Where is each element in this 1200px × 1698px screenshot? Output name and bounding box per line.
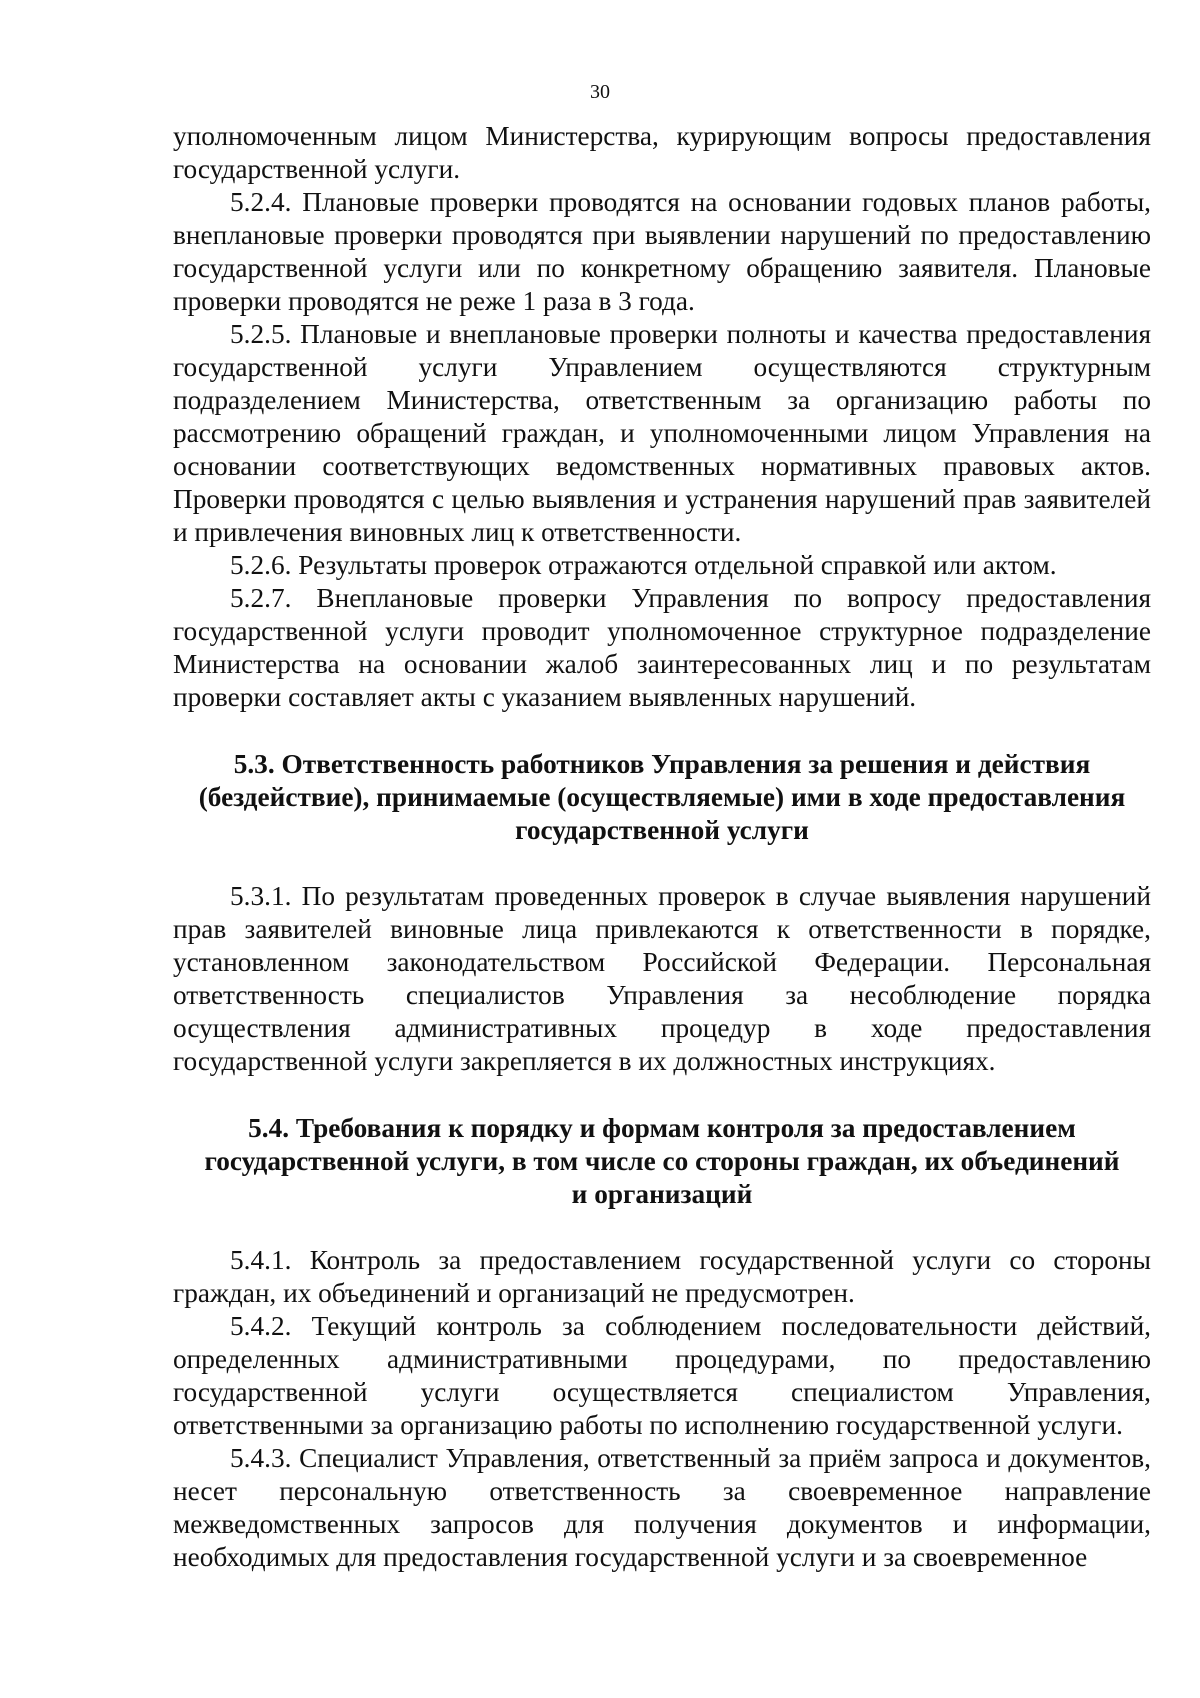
paragraph-5-2-4: 5.2.4. Плановые проверки проводятся на основании годовых планов работы, внеплановые проверки проводятся при выявлении нарушений по предоставлению государственной услуги или по конкретному обращению заявителя. Плановые проверки проводятся не реже 1 раза в 3 года. [173, 187, 1151, 316]
paragraph-5-2-6: 5.2.6. Результаты проверок отражаются отдельной справкой или актом. [230, 550, 1057, 580]
heading-line: 5.3. Ответственность работников Управления за решения и действия [233, 749, 1091, 779]
paragraph-5-2-5: 5.2.5. Плановые и внеплановые проверки полноты и качества предоставления государственной услуги Управлением осуществляются структурным подразделением Министерства, ответственным за организацию работы по рассмотрению обращений граждан, и уполномоченными лицом Управления на основании соответствующих ведомственных нормативных правовых актов. Проверки проводятся с целью выявления и устранения нарушений прав заявителей и привлечения виновных лиц к ответственности. [173, 319, 1151, 547]
document-body [173, 120, 1151, 1574]
heading-line: государственной услуги, в том числе со стороны граждан, их объединений [204, 1146, 1120, 1176]
section-heading-5-3 [173, 748, 1151, 847]
heading-line: 5.4. Требования к порядку и формам контроля за предоставлением [248, 1113, 1076, 1143]
paragraph-5-4-2: 5.4.2. Текущий контроль за соблюдением последовательности действий, определенных административными процедурами, по предоставлению государственной услуги осуществляется специалистом Управления, ответственными за организацию работы по исполнению государственной услуги. [173, 1311, 1151, 1440]
heading-line: (бездействие), принимаемые (осуществляемые) ими в ходе предоставления [198, 782, 1126, 812]
paragraph-5-4-1: 5.4.1. Контроль за предоставлением государственной услуги со стороны граждан, их объединений и организаций не предусмотрен. [173, 1245, 1151, 1308]
page-number: 30 [590, 81, 610, 103]
heading-line: и организаций [571, 1179, 753, 1209]
paragraph-5-2-7: 5.2.7. Внеплановые проверки Управления по вопросу предоставления государственной услуги проводит уполномоченное структурное подразделение Министерства на основании жалоб заинтересованных лиц и по результатам проверки составляет акты с указанием выявленных нарушений. [173, 583, 1151, 712]
section-heading-5-4 [173, 1112, 1151, 1211]
paragraph-5-3-1: 5.3.1. По результатам проведенных проверок в случае выявления нарушений прав заявителей виновные лица привлекаются к ответственности в порядке, установленном законодательством Российской Федерации. Персональная ответственность специалистов Управления за несоблюдение порядка осуществления административных процедур в ходе предоставления государственной услуги закрепляется в их должностных инструкциях. [173, 881, 1151, 1076]
heading-line: государственной услуги [515, 815, 809, 845]
paragraph-continuation: уполномоченным лицом Министерства, курирующим вопросы предоставления государственной услуги. [173, 121, 1151, 184]
paragraph-5-4-3: 5.4.3. Специалист Управления, ответственный за приём запроса и документов, несет персональную ответственность за своевременное направление межведомственных запросов для получения документов и информации, необходимых для предоставления государственной услуги и за своевременное [173, 1443, 1151, 1572]
